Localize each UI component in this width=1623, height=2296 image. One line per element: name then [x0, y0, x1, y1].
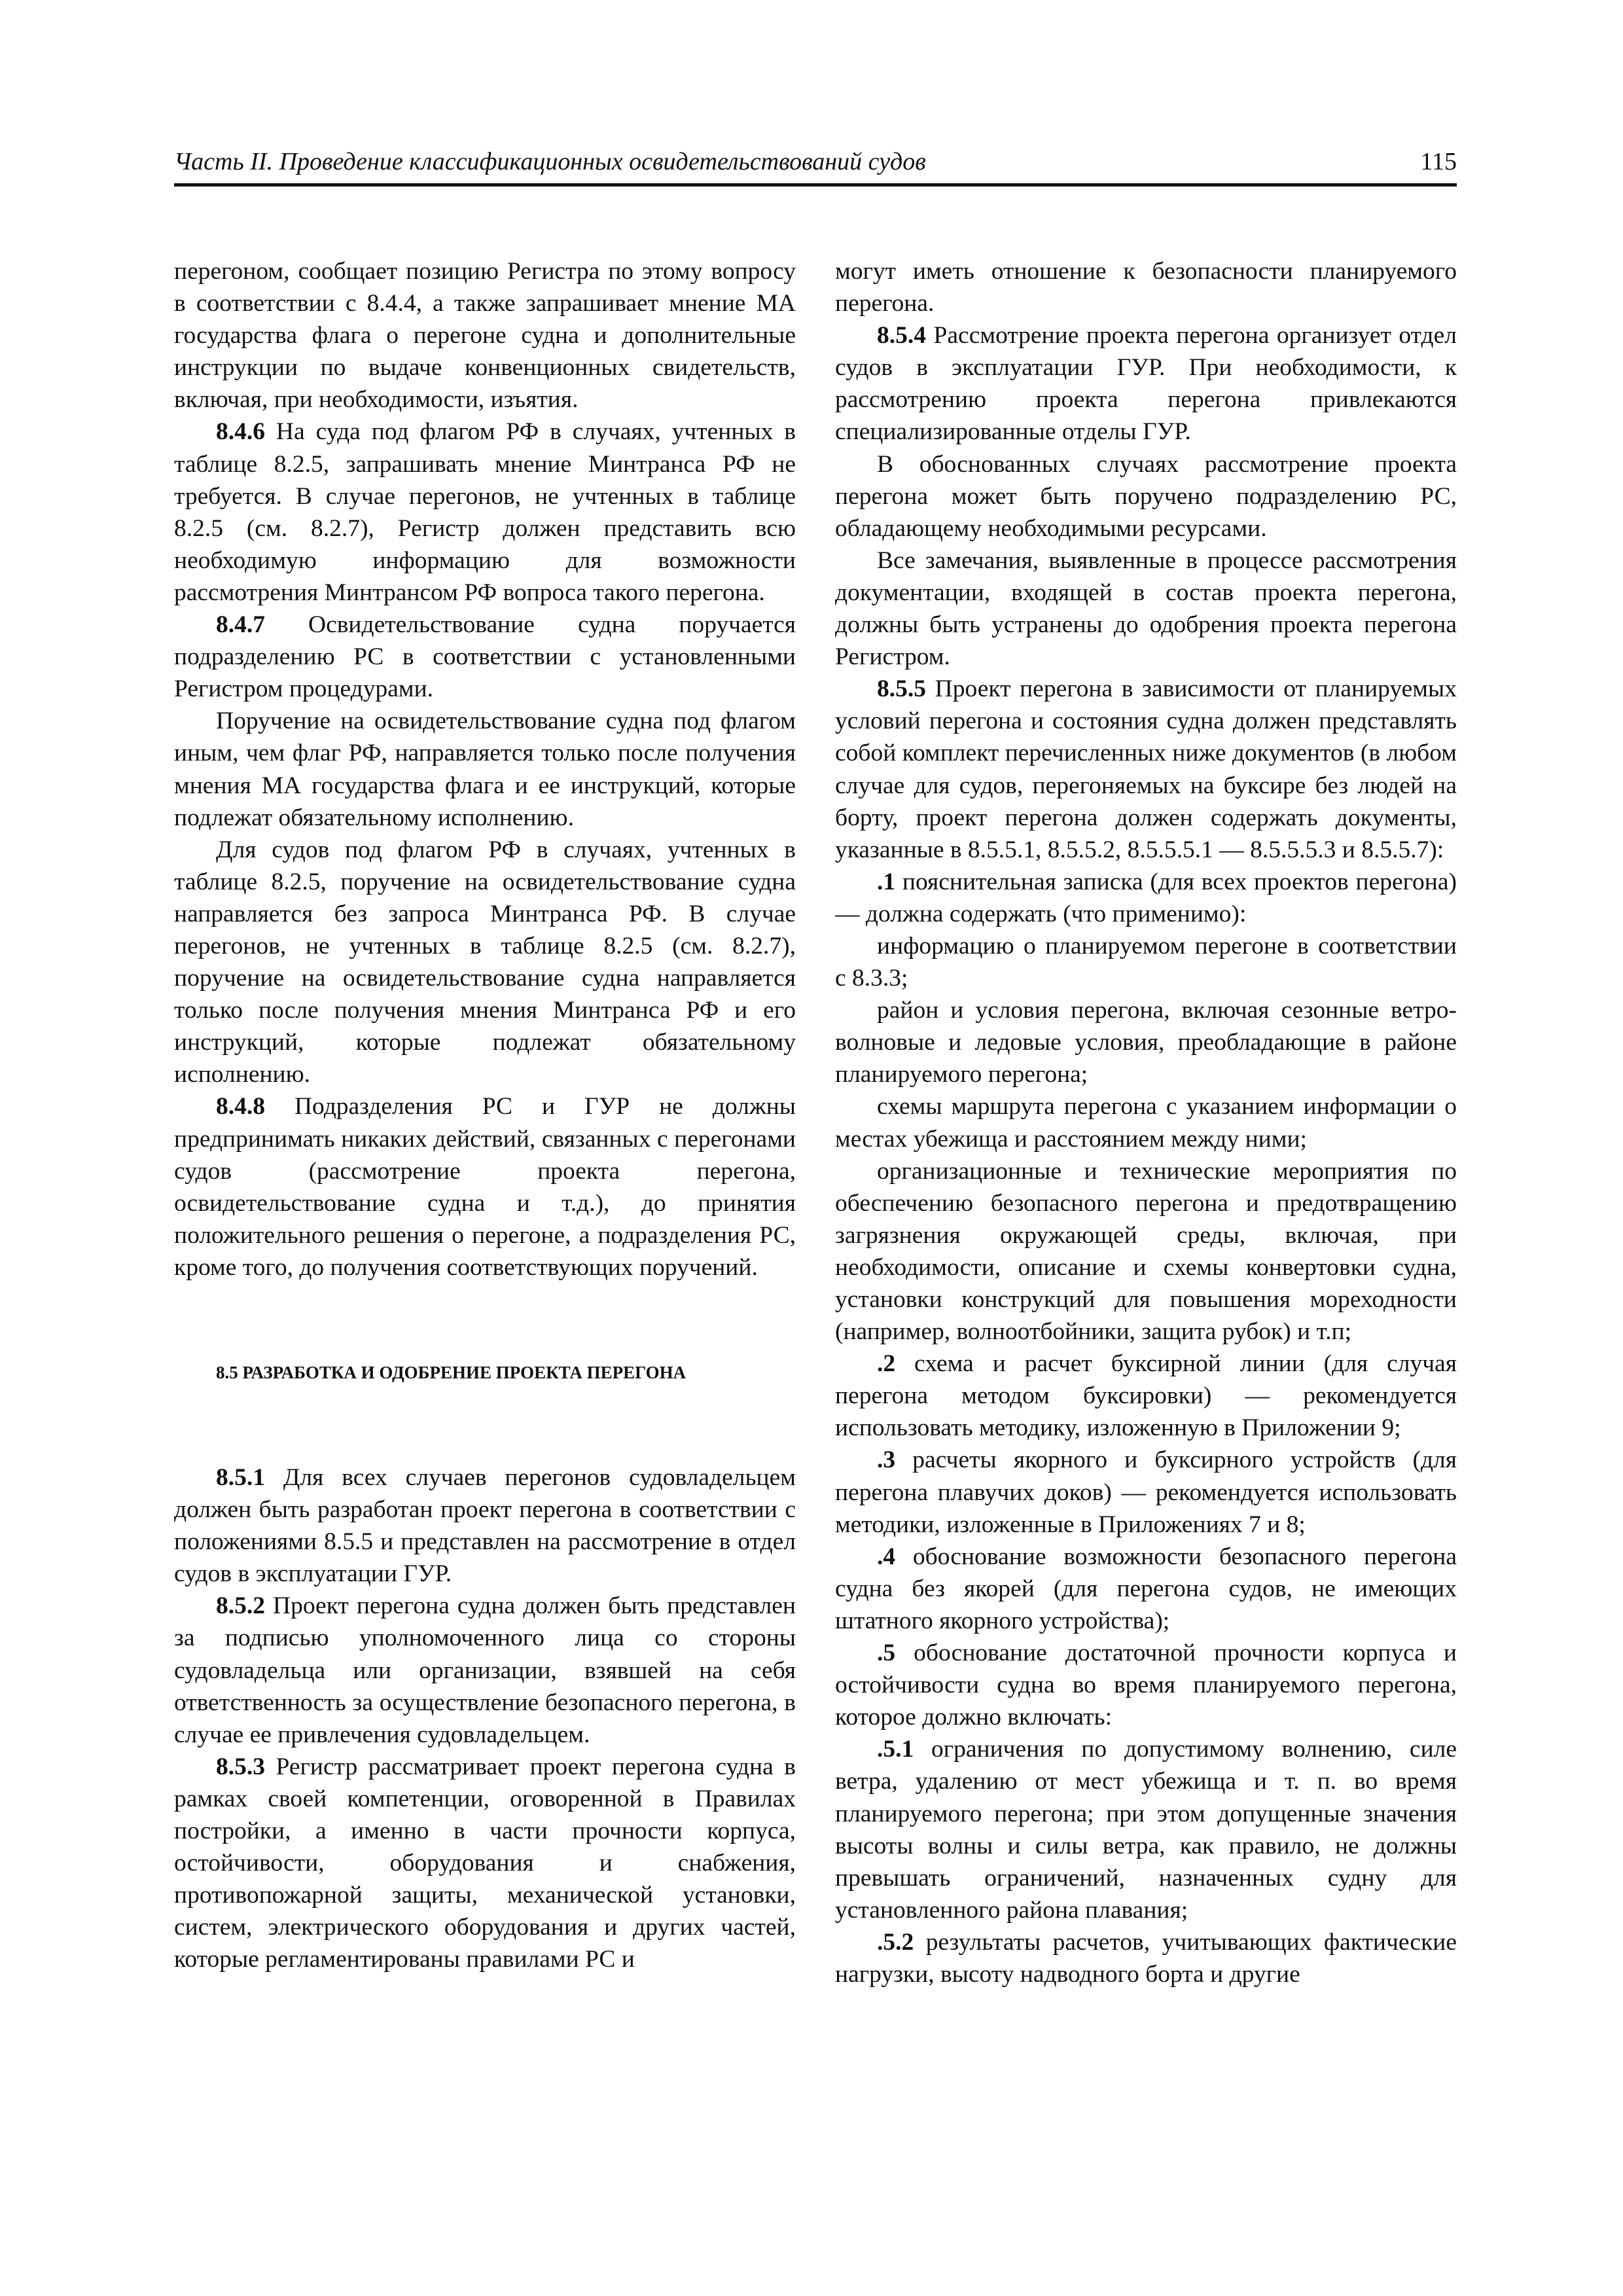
paragraph-text: Регистр рассматривает проект перегона судна в рамках своей компетенции, оговоренной в Правилах постройки, а именно в части прочности корпуса, остойчивости, оборудования и снабжения, противопожарной защиты, механической установки, систем, электрического оборудования и других частей, которые регламентированы правилами РС и	[174, 1753, 796, 1973]
item-text: результаты расчетов, учитывающих фактические нагрузки, высоту надводного борта и другие	[835, 1928, 1457, 1988]
paragraph	[174, 1090, 796, 1283]
item-number: .1	[877, 868, 896, 895]
section-heading: 8.5 РАЗРАБОТКА И ОДОБРЕНИЕ ПРОЕКТА ПЕРЕГОНА	[216, 1363, 687, 1382]
paragraph	[174, 255, 796, 416]
paragraph	[174, 1462, 796, 1590]
paragraph	[174, 1590, 796, 1750]
clause-number: 8.5.2	[216, 1592, 265, 1620]
list-item	[835, 866, 1457, 930]
paragraph-text: схемы маршрута перегона с указанием информации о местах убежища и расстоянием между ними;	[835, 1093, 1457, 1153]
list-item	[835, 1444, 1457, 1540]
paragraph-text: Рассмотрение проекта перегона организует отдел судов в эксплуатации ГУР. При необходимости, к рассмотрению проекта перегона привлекаются специализированные отделы ГУР.	[835, 322, 1457, 446]
paragraph-text: Все замечания, выявленные в процессе рассмотрения документации, входящей в состав проекта перегона, должны быть устранены до одобрения проекта перегона Регистром.	[835, 547, 1457, 671]
clause-number: 8.5.5	[877, 675, 926, 703]
running-header	[174, 145, 1457, 187]
paragraph	[835, 255, 1457, 319]
spacer	[174, 1384, 796, 1462]
paragraph	[174, 416, 796, 609]
paragraph	[835, 545, 1457, 673]
item-number: .5.1	[877, 1736, 914, 1763]
paragraph-text: В обоснованных случаях рассмотрение проекта перегона может быть поручено подразделению РС, обладающему необходимыми ресурсами.	[835, 450, 1457, 542]
paragraph	[835, 1155, 1457, 1348]
paragraph	[835, 673, 1457, 866]
clause-number: 8.4.7	[216, 611, 265, 639]
list-item	[835, 1926, 1457, 1990]
paragraph	[835, 319, 1457, 448]
right-column	[835, 255, 1457, 1990]
item-number: .5	[877, 1640, 896, 1667]
paragraph-text: Поручение на освидетельствование судна под флагом иным, чем флаг РФ, направляется только после получения мнения МА государства флага и ее инструкций, которые подлежат обязательному исполнению.	[174, 708, 796, 831]
list-item	[835, 1637, 1457, 1733]
item-number: .5.2	[877, 1928, 914, 1956]
paragraph	[174, 834, 796, 1091]
paragraph-text: На суда под флагом РФ в случаях, учтенных в таблице 8.2.5, запрашивать мнение Минтранса РФ не требуется. В случае перегонов, не учтенных в таблице 8.2.5 (см. 8.2.7), Регистр должен представить всю необходимую информацию для возможности рассмотрения Минтрансом РФ вопроса такого перегона.	[174, 418, 796, 606]
paragraph-text: организационные и технические мероприятия по обеспечению безопасного перегона и предотвращению загрязнения окружающей среды, включая, при необходимости, описание и схемы конвертовки судна, установки конструкций для повышения мореходности (например, волноотбойники, защита рубок) и т.п;	[835, 1157, 1457, 1346]
paragraph-text: Для судов под флагом РФ в случаях, учтенных в таблице 8.2.5, поручение на освидетельствование судна направляется без запроса Минтранса РФ. В случае перегонов, не учтенных в таблице 8.2.5 (см. 8.2.7), поручение на освидетельствование судна направляется только после получения мнения Минтранса РФ и его инструкций, которые подлежат обязательному исполнению.	[174, 836, 796, 1088]
paragraph	[835, 448, 1457, 545]
item-number: .2	[877, 1350, 896, 1378]
paragraph-text: перегоном, сообщает позицию Регистра по этому вопросу в соответствии с 8.4.4, а также запрашивает мнение МА государства флага о перегоне судна и дополнительные инструкции по выдаче конвенционных свидетельств, включая, при необходимости, изъятия.	[174, 258, 796, 414]
item-number: .3	[877, 1446, 896, 1474]
paragraph	[835, 994, 1457, 1090]
clause-number: 8.5.1	[216, 1464, 265, 1491]
clause-number: 8.4.6	[216, 418, 265, 446]
paragraph	[835, 930, 1457, 994]
item-text: пояснительная записка (для всех проектов перегона) — должна содержать (что применимо):	[835, 868, 1457, 927]
paragraph	[835, 1090, 1457, 1155]
item-text: ограничения по допустимому волнению, силе ветра, удалению от мест убежища и т. п. во время планируемого перегона; при этом допущенные значения высоты волны и силы ветра, как правило, не должны превышать ограничений, назначенных судну для установленного района плавания;	[835, 1736, 1457, 1924]
paragraph-text: Подразделения РС и ГУР не должны предпринимать никаких действий, связанных с перегонами судов (рассмотрение проекта перегона, освидетельствование судна и т.д.), до принятия положительного решения о перегоне, а подразделения РС, кроме того, до получения соответствующих поручений.	[174, 1093, 796, 1281]
header-title: Часть II. Проведение классификационных освидетельствований судов	[174, 148, 926, 175]
list-item	[835, 1541, 1457, 1637]
list-item	[835, 1733, 1457, 1926]
list-item	[835, 1348, 1457, 1444]
item-text: схема и расчет буксирной линии (для случая перегона методом буксировки) — рекомендуется использовать методику, изложенную в Приложении 9;	[835, 1350, 1457, 1442]
paragraph	[174, 705, 796, 833]
clause-number: 8.4.8	[216, 1093, 265, 1121]
paragraph-text: Освидетельствование судна поручается подразделению РС в соответствии с установленными Регистром процедурами.	[174, 611, 796, 703]
clause-number: 8.5.4	[877, 322, 926, 350]
paragraph-text: могут иметь отношение к безопасности планируемого перегона.	[835, 258, 1457, 317]
paragraph	[174, 1751, 796, 1976]
item-text: обоснование достаточной прочности корпуса и остойчивости судна во время планируемого перегона, которое должно включать:	[835, 1640, 1457, 1731]
paragraph-text: Проект перегона в зависимости от планируемых условий перегона и состояния судна должен представлять собой комплект перечисленных ниже документов (в любом случае для судов, перегоняемых на буксире без людей на борту, проект перегона должен содержать документы, указанные в 8.5.5.1, 8.5.5.2, 8.5.5.5.1 — 8.5.5.5.3 и 8.5.5.7):	[835, 675, 1457, 863]
paragraph-text: Проект перегона судна должен быть представлен за подписью уполномоченного лица со стороны судовладельца или организации, взявшей на себя ответственность за осуществление безопасного перегона, в случае ее привлечения судовладельцем.	[174, 1592, 796, 1748]
item-number: .4	[877, 1543, 896, 1570]
page-number: 115	[1420, 148, 1457, 175]
paragraph-text: Для всех случаев перегонов судовладельцем должен быть разработан проект перегона в соответствии с положениями 8.5.5 и представлен на рассмотрение в отдел судов в эксплуатации ГУР.	[174, 1464, 796, 1588]
paragraph-text: информацию о планируемом перегоне в соответствии с 8.3.3;	[835, 932, 1457, 992]
item-text: обоснование возможности безопасного перегона судна без якорей (для перегона судов, не имеющих штатного якорного устройства);	[835, 1543, 1457, 1634]
left-column	[174, 255, 796, 1976]
paragraph-text: район и условия перегона, включая сезонные ветро-волновые и ледовые условия, преобладающие в районе планируемого перегона;	[835, 997, 1457, 1088]
clause-number: 8.5.3	[216, 1753, 265, 1780]
item-text: расчеты якорного и буксирного устройств (для перегона плавучих доков) — рекомендуется использовать методики, изложенные в Приложениях 7 и 8;	[835, 1446, 1457, 1538]
spacer	[174, 1283, 796, 1361]
paragraph	[174, 609, 796, 705]
